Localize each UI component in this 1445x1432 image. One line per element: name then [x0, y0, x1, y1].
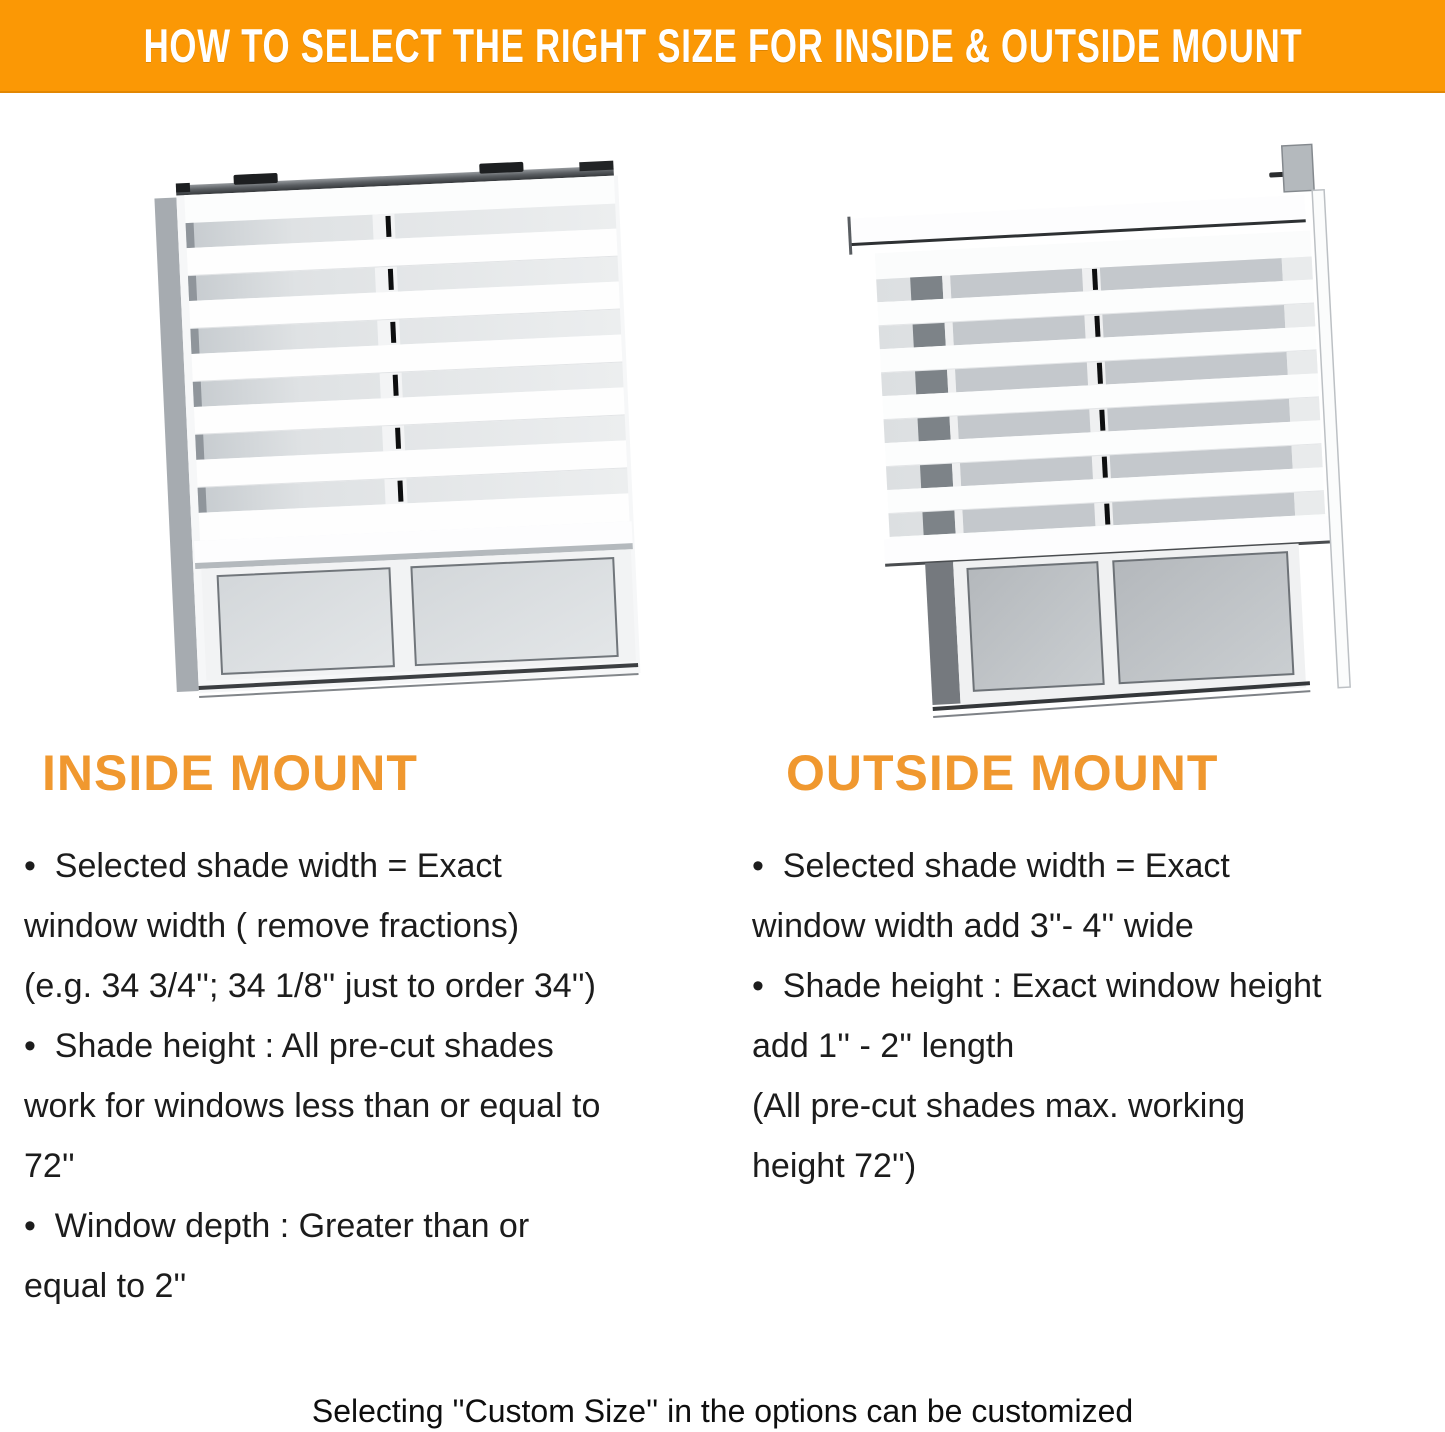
banner-title: HOW TO SELECT THE RIGHT SIZE FOR INSIDE & OUTSIDE MOUNT — [143, 19, 1302, 72]
inside-mount-instructions — [24, 836, 724, 1316]
instruction-line: • Selected shade width = Exact — [752, 846, 1230, 885]
inside-mount-heading: INSIDE MOUNT — [42, 745, 418, 801]
custom-size-note: Selecting ''Custom Size'' in the options can be customized — [311, 1393, 1134, 1429]
mounting-clip — [479, 162, 523, 174]
outside-mount-window-drawing — [845, 142, 1350, 727]
window-glass-panes — [201, 549, 636, 680]
instruction-line: height 72'') — [752, 1146, 917, 1185]
header-banner — [0, 0, 1445, 93]
instruction-line: work for windows less than or equal to — [24, 1086, 601, 1125]
inside-mount-illustration — [140, 148, 645, 708]
instruction-line: • Selected shade width = Exact — [24, 846, 502, 885]
window-behind-shade — [925, 544, 1306, 707]
inside-mount-window-drawing — [140, 148, 645, 708]
instruction-line: 72'' — [24, 1146, 75, 1185]
instruction-line: add 1'' - 2'' length — [752, 1026, 1015, 1065]
mounting-clip — [233, 173, 277, 185]
zebra-shade-fabric — [875, 231, 1327, 561]
outside-mount-heading: OUTSIDE MOUNT — [786, 745, 1219, 801]
instruction-line: • Window depth : Greater than or — [24, 1206, 530, 1245]
instruction-line: • Shade height : Exact window height — [752, 966, 1322, 1005]
zebra-shade-fabric — [184, 176, 629, 541]
instruction-line: (All pre-cut shades max. working — [752, 1086, 1246, 1125]
instruction-line: • Shade height : All pre-cut shades — [24, 1026, 554, 1065]
outside-mount-instructions — [752, 836, 1442, 1196]
instruction-line: equal to 2'' — [24, 1266, 187, 1305]
instruction-line: window width ( remove fractions) — [24, 906, 520, 945]
instruction-line: window width add 3''- 4'' wide — [752, 906, 1194, 945]
outside-mount-illustration — [845, 142, 1350, 727]
instruction-line: (e.g. 34 3/4''; 34 1/8'' just to order 34'') — [24, 966, 596, 1005]
mount-bracket — [1282, 144, 1314, 192]
